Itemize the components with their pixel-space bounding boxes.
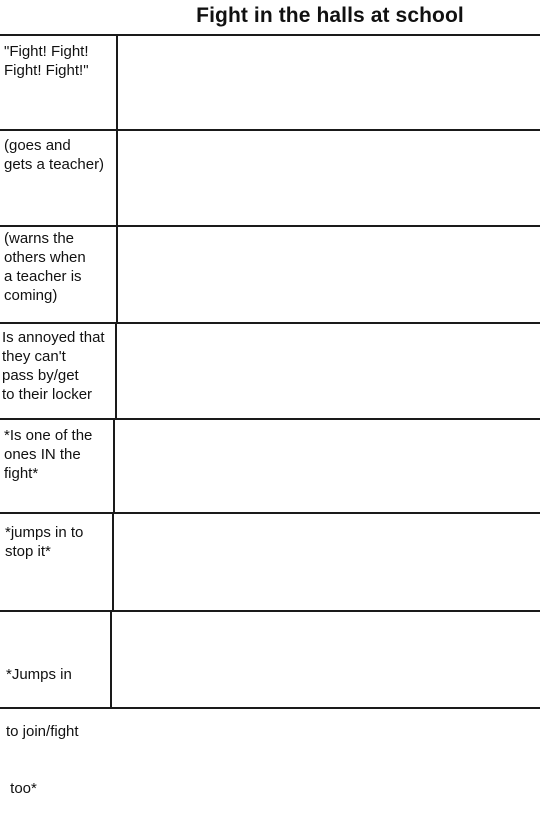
- row-label-annoyed: [2, 328, 105, 404]
- label-line: others when: [4, 249, 86, 266]
- answer-cell[interactable]: [114, 514, 540, 610]
- row-label-joiner: [6, 627, 79, 836]
- row-label-peacemaker: [5, 523, 83, 561]
- label-line: Fight! Fight!": [4, 62, 89, 79]
- label-line: ones IN the: [4, 446, 81, 463]
- label-line: *jumps in to: [5, 524, 84, 541]
- answer-cell[interactable]: [118, 36, 540, 129]
- row-label-cheerleader: [4, 42, 89, 80]
- row-divider-bottom: [0, 707, 540, 709]
- chart-title: Fight in the halls at school: [196, 4, 464, 27]
- label-line: (warns the: [4, 230, 75, 247]
- answer-cell[interactable]: [118, 227, 540, 322]
- answer-cell[interactable]: [115, 420, 540, 512]
- label-line: stop it*: [5, 543, 51, 560]
- label-line: a teacher is: [4, 268, 82, 285]
- label-line: they can't: [2, 348, 66, 365]
- label-line: Is annoyed that: [2, 329, 105, 346]
- label-line: to join/fight: [6, 723, 79, 740]
- label-line: too*: [6, 780, 37, 797]
- answer-cell[interactable]: [118, 131, 540, 225]
- label-line: "Fight! Fight!: [4, 43, 89, 60]
- label-line: gets a teacher): [4, 156, 105, 173]
- label-line: to their locker: [2, 386, 93, 403]
- answer-cell[interactable]: [112, 612, 540, 707]
- label-line: coming): [4, 287, 58, 304]
- row-label-teacher-getter: [4, 136, 104, 174]
- label-line: fight*: [4, 465, 39, 482]
- answer-cell[interactable]: [117, 324, 540, 418]
- label-line: (goes and: [4, 137, 71, 154]
- row-label-fighter: [4, 426, 92, 483]
- label-line: *Is one of the: [4, 427, 93, 444]
- row-label-lookout: [4, 229, 86, 305]
- label-line: pass by/get: [2, 367, 79, 384]
- label-line: *Jumps in: [6, 666, 72, 683]
